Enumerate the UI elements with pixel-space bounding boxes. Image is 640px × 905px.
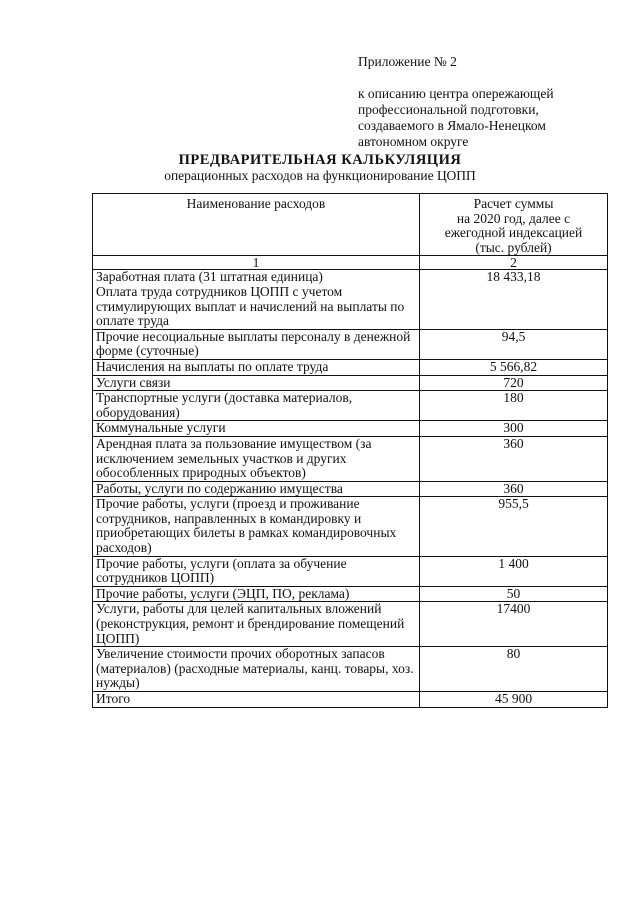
expense-amount-cell: 955,5 [420,497,608,556]
total-row [93,692,608,708]
expense-name-cell: Прочие работы, услуги (ЭЦП, ПО, реклама) [93,586,420,602]
expense-name-cell: Прочие работы, услуги (оплата за обучение сотрудников ЦОПП) [93,556,420,586]
expense-amount-cell: 5 566,82 [420,359,608,375]
table-row [93,497,608,556]
table-row [93,556,608,586]
expense-name-cell: Заработная плата (31 штатная единица) Оплата труда сотрудников ЦОПП с учетом стимулирующих выплат и начислений на выплаты по оплате труда [93,270,420,329]
expense-name-cell: Услуги связи [93,375,420,391]
column-header-amount-line: на 2020 год, далее с [456,210,571,226]
table-row [93,647,608,692]
expense-name-cell: Прочие работы, услуги (проезд и проживание сотрудников, направленных в командировку и приобретающих билеты в рамках командировочных расходов) [93,497,420,556]
appendix-block [358,54,618,150]
column-header-name: Наименование расходов [93,194,420,256]
expense-amount-cell: 360 [420,436,608,481]
document-subtitle: операционных расходов на функционирование ЦОПП [164,168,476,183]
table-header-row [93,194,608,256]
expense-amount-cell: 17400 [420,602,608,647]
table-row [93,602,608,647]
expense-name-cell: Прочие несоциальные выплаты персоналу в денежной форме (суточные) [93,329,420,359]
table-row [93,270,608,329]
table-row [93,391,608,421]
table-row [93,375,608,391]
column-header-amount [420,194,608,256]
table-row [93,421,608,437]
table-row [93,436,608,481]
expenses-table [92,193,608,708]
appendix-line: создаваемого в Ямало-Ненецком [358,118,546,133]
expense-name-cell: Увеличение стоимости прочих оборотных запасов (материалов) (расходные материалы, канц. товары, хоз. нужды) [93,647,420,692]
expense-amount-cell: 80 [420,647,608,692]
column-header-amount-line: Расчет суммы [473,196,554,211]
expense-amount-cell: 720 [420,375,608,391]
expense-name-cell: Начисления на выплаты по оплате труда [93,359,420,375]
column-index-row [93,256,608,270]
expense-name-cell: Арендная плата за пользование имуществом (за исключением земельных участков и других обособленных природных объектов) [93,436,420,481]
table-row [93,359,608,375]
table-row [93,586,608,602]
expense-name-cell: Коммунальные услуги [93,421,420,437]
appendix-line: профессиональной подготовки, [358,102,539,117]
expense-amount-cell: 300 [420,421,608,437]
column-header-amount-line: (тыс. рублей) [475,239,552,255]
column-header-amount-line: ежегодной индексацией [444,225,583,241]
appendix-line: к описанию центра опережающей [358,86,554,101]
expense-amount-cell: 18 433,18 [420,270,608,329]
expense-name-cell: Итого [93,692,420,708]
expense-name-cell: Услуги, работы для целей капитальных вложений (реконструкция, ремонт и брендирование помещений ЦОПП) [93,602,420,647]
appendix-number: Приложение № 2 [358,54,457,69]
document-title: ПРЕДВАРИТЕЛЬНАЯ КАЛЬКУЛЯЦИЯ [178,152,462,168]
appendix-line: автономном округе [358,134,469,149]
table-row [93,329,608,359]
column-index: 2 [420,256,608,270]
expense-name-cell: Работы, услуги по содержанию имущества [93,481,420,497]
expense-amount-cell: 45 900 [420,692,608,708]
table-row [93,481,608,497]
expense-amount-cell: 50 [420,586,608,602]
column-index: 1 [93,256,420,270]
expense-amount-cell: 180 [420,391,608,421]
expense-name-cell: Транспортные услуги (доставка материалов, оборудования) [93,391,420,421]
expense-amount-cell: 1 400 [420,556,608,586]
expense-amount-cell: 94,5 [420,329,608,359]
expense-amount-cell: 360 [420,481,608,497]
